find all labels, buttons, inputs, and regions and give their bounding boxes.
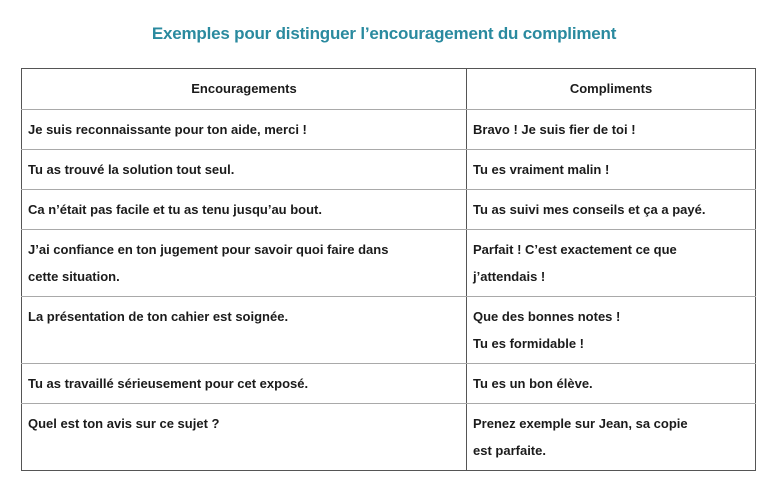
column-header-compliments: Compliments (467, 69, 756, 110)
compliment-cell (467, 404, 756, 471)
encouragement-cell (22, 110, 467, 150)
table-row (22, 297, 756, 364)
page-title: Exemples pour distinguer l’encouragement du compliment (151, 24, 617, 43)
table-row (22, 404, 756, 471)
table-row (22, 190, 756, 230)
column-header-encouragements: Encouragements (22, 69, 467, 110)
cell-line: Prenez exemple sur Jean, sa copie (473, 416, 688, 431)
encouragement-cell (22, 297, 467, 364)
cell-line: Tu as travaillé sérieusement pour cet exposé. (28, 376, 309, 391)
compliment-cell (467, 364, 756, 404)
table-row (22, 364, 756, 404)
cell-line: Que des bonnes notes ! (473, 309, 621, 324)
table-header-row (22, 69, 756, 110)
encouragement-cell (22, 364, 467, 404)
cell-line: Tu es vraiment malin ! (473, 162, 610, 177)
cell-line: Tu es un bon élève. (473, 376, 593, 391)
table-row (22, 230, 756, 297)
encouragement-cell (22, 404, 467, 471)
cell-line: est parfaite. (473, 443, 546, 458)
cell-line: j’attendais ! (473, 269, 546, 284)
cell-line: Ca n’était pas facile et tu as tenu jusqu’au bout. (28, 202, 322, 217)
table-row (22, 150, 756, 190)
cell-line: Je suis reconnaissante pour ton aide, merci ! (28, 122, 307, 137)
cell-line: Quel est ton avis sur ce sujet ? (28, 416, 220, 431)
table-row (22, 110, 756, 150)
compliment-cell (467, 150, 756, 190)
comparison-table (21, 68, 756, 471)
encouragement-cell (22, 230, 467, 297)
encouragement-cell (22, 150, 467, 190)
compliment-cell (467, 190, 756, 230)
compliment-cell (467, 230, 756, 297)
cell-line: Bravo ! Je suis fier de toi ! (473, 122, 636, 137)
compliment-cell (467, 297, 756, 364)
compliment-cell (467, 110, 756, 150)
encouragement-cell (22, 190, 467, 230)
cell-line: Parfait ! C’est exactement ce que (473, 242, 677, 257)
cell-line: La présentation de ton cahier est soignée. (28, 309, 289, 324)
cell-line: Tu as suivi mes conseils et ça a payé. (473, 202, 706, 217)
cell-line: J’ai confiance en ton jugement pour savoir quoi faire dans (28, 242, 389, 257)
cell-line: cette situation. (28, 269, 120, 284)
cell-line: Tu es formidable ! (473, 336, 584, 351)
cell-line: Tu as trouvé la solution tout seul. (28, 162, 235, 177)
